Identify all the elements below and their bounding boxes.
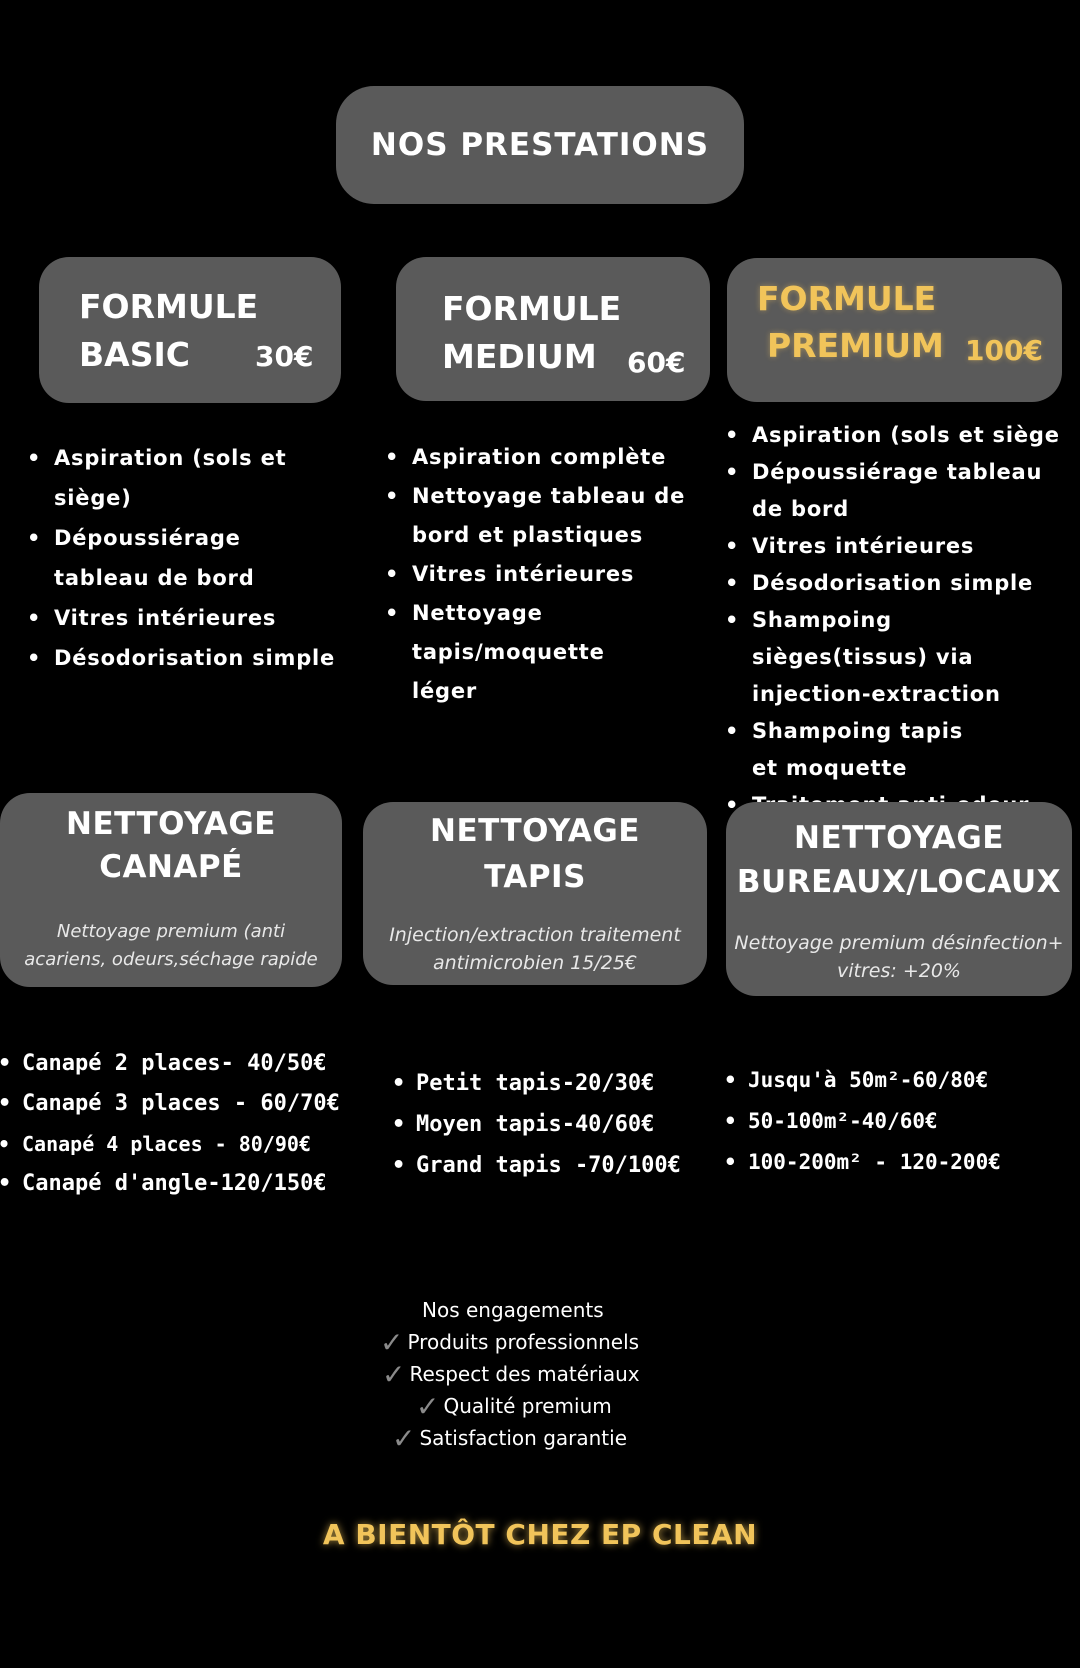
- engagement-item: ✓ Respect des matériaux: [382, 1358, 640, 1391]
- service-canape-desc1: Nettoyage premium (anti: [56, 921, 286, 942]
- list-item: • Vitres intérieures: [725, 528, 1075, 565]
- formula-premium-features: [725, 417, 1075, 824]
- formula-premium-line1: FORMULE: [757, 279, 937, 318]
- list-item: • Aspiration (sols et siège: [725, 417, 1075, 454]
- list-item: • 100-200m² - 120-200€: [724, 1142, 1001, 1183]
- service-tapis-line1: NETTOYAGE: [430, 813, 640, 849]
- formula-basic-features: [27, 438, 357, 678]
- list-item: • Désodorisation simple: [27, 638, 357, 678]
- footer-slogan: A BIENTÔT CHEZ EP CLEAN: [322, 1518, 758, 1551]
- formula-medium-price: 60€: [627, 346, 686, 379]
- list-item: • Moyen tapis-40/60€: [392, 1104, 681, 1145]
- list-item: • Vitres intérieures: [27, 598, 357, 638]
- list-item: • Canapé 2 places- 40/50€: [0, 1044, 340, 1084]
- list-item: • Désodorisation simple: [725, 565, 1075, 602]
- formula-basic-line1: FORMULE: [79, 287, 259, 326]
- service-tapis-name: TAPIS: [484, 859, 586, 895]
- service-bureaux-line1: NETTOYAGE: [794, 820, 1004, 856]
- list-item: • Shampoing tapis et moquette: [725, 713, 1075, 787]
- service-canape-box: [0, 793, 342, 987]
- service-bureaux-desc1: Nettoyage premium désinfection+: [734, 932, 1064, 954]
- list-item: • 50-100m²-40/60€: [724, 1101, 1001, 1142]
- page-title: NOS PRESTATIONS: [370, 127, 710, 163]
- check-icon: ✓: [380, 1326, 404, 1359]
- list-item: • Aspiration (sols et siège): [27, 438, 357, 518]
- engagement-item: ✓ Satisfaction garantie: [392, 1422, 628, 1455]
- page-title-box: [336, 86, 744, 204]
- service-tapis-desc1: Injection/extraction traitement: [389, 924, 681, 946]
- check-icon: ✓: [392, 1422, 416, 1455]
- list-item: • Canapé d'angle-120/150€: [0, 1164, 340, 1204]
- service-tapis-box: [363, 802, 707, 985]
- formula-medium-box: [396, 257, 710, 401]
- formula-medium-name: MEDIUM: [442, 337, 597, 376]
- service-tapis-prices: [392, 1063, 681, 1186]
- service-bureaux-box: [726, 802, 1072, 996]
- check-icon: ✓: [416, 1390, 440, 1423]
- formula-premium-name: PREMIUM: [767, 326, 944, 365]
- formula-medium-line1: FORMULE: [442, 289, 622, 328]
- service-tapis-desc2: antimicrobien 15/25€: [432, 952, 638, 974]
- list-item: • Nettoyage tapis/moquette léger: [385, 594, 690, 711]
- list-item: • Aspiration complète: [385, 438, 690, 477]
- check-icon: ✓: [382, 1358, 406, 1391]
- list-item: • Shampoing sièges(tissus) via injection-extraction: [725, 602, 1075, 713]
- list-item: • Petit tapis-20/30€: [392, 1063, 681, 1104]
- service-bureaux-desc2: vitres: +20%: [837, 960, 961, 982]
- service-canape-name: CANAPÉ: [99, 849, 243, 885]
- formula-basic-name: BASIC: [79, 335, 190, 374]
- formula-basic-box: [39, 257, 341, 403]
- formula-basic-price: 30€: [255, 340, 314, 373]
- service-bureaux-name: BUREAUX/LOCAUX: [736, 864, 1062, 900]
- list-item: • Dépoussiérage tableau de bord: [27, 518, 357, 598]
- list-item: • Canapé 4 places - 80/90€: [0, 1124, 340, 1164]
- service-bureaux-prices: [724, 1060, 1001, 1183]
- formula-premium-price: 100€: [965, 334, 1043, 367]
- service-canape-desc2: acariens, odeurs,séchage rapide: [24, 949, 318, 970]
- list-item: • Vitres intérieures: [385, 555, 690, 594]
- engagements-title: Nos engagements: [422, 1298, 604, 1322]
- formula-medium-features: [385, 438, 690, 711]
- engagement-item: ✓ Qualité premium: [416, 1390, 612, 1423]
- list-item: • Jusqu'à 50m²-60/80€: [724, 1060, 1001, 1101]
- list-item: • Canapé 3 places - 60/70€: [0, 1084, 340, 1124]
- service-canape-prices: [0, 1044, 340, 1204]
- list-item: • Grand tapis -70/100€: [392, 1145, 681, 1186]
- engagement-item: ✓ Produits professionnels: [380, 1326, 640, 1359]
- service-canape-line1: NETTOYAGE: [66, 806, 276, 842]
- list-item: • Nettoyage tableau de bord et plastiques: [385, 477, 690, 555]
- list-item: • Dépoussiérage tableau de bord: [725, 454, 1075, 528]
